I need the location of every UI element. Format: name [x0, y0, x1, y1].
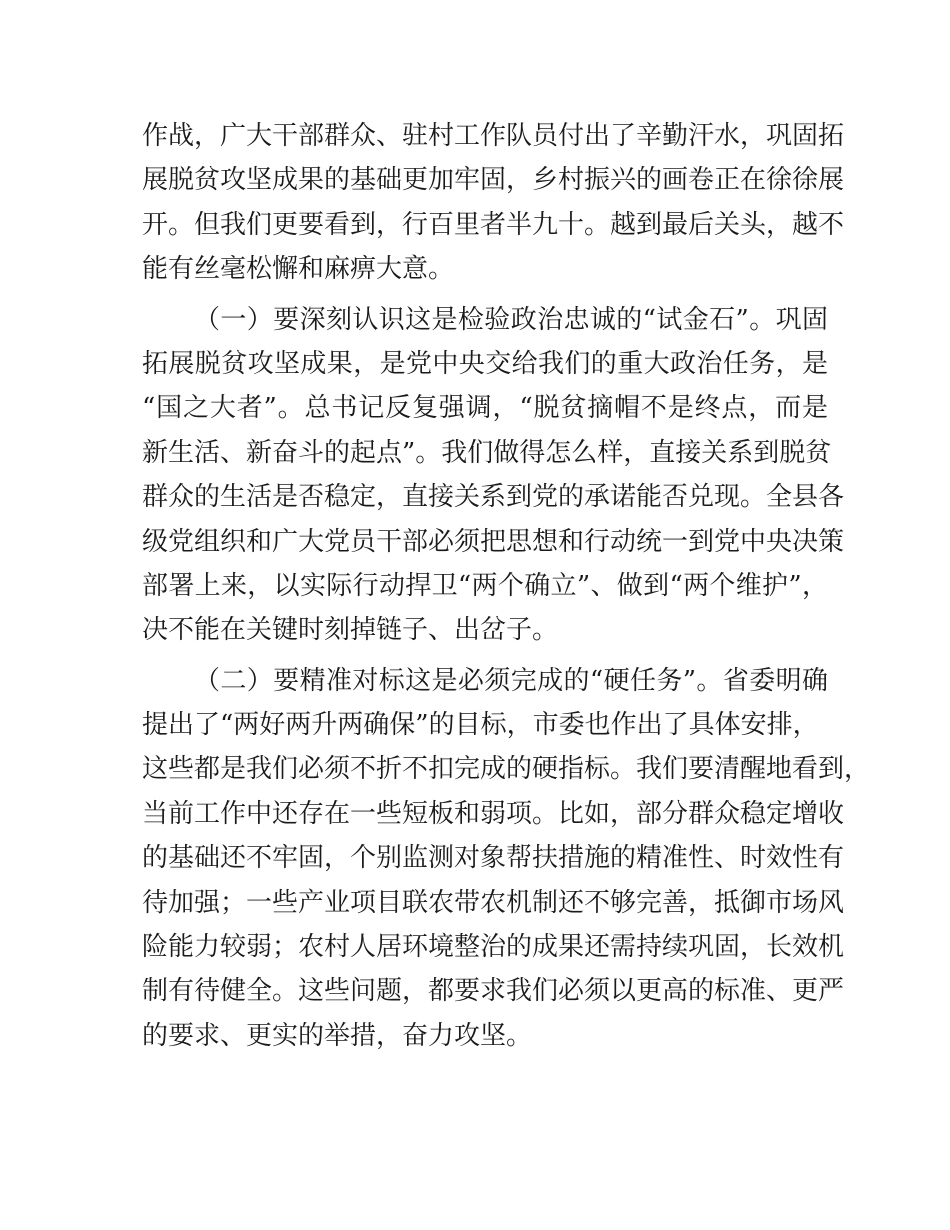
text-line: 部署上来，以实际行动捍卫“两个确立”、做到“两个维护”， [142, 570, 828, 601]
text-line: 展脱贫攻坚成果的基础更加牢固，乡村振兴的画卷正在徐徐展 [142, 165, 845, 196]
text-line: 开。但我们更要看到，行百里者半九十。越到最后关头，越不 [142, 209, 845, 240]
text-line: 新生活、新奋斗的起点”。我们做得怎么样，直接关系到脱贫 [142, 437, 832, 468]
text-line: 制有待健全。这些问题，都要求我们必须以更高的标准、更严 [142, 976, 845, 1007]
text-line: 这些都是我们必须不折不扣完成的硬指标。我们要清醒地看到， [142, 754, 871, 785]
text-line: 群众的生活是否稳定，直接关系到党的承诺能否兑现。全县各 [142, 482, 845, 513]
body-text [142, 114, 871, 1058]
text-line: 当前工作中还存在一些短板和弱项。比如，部分群众稳定增收 [142, 798, 845, 829]
text-line: 待加强；一些产业项目联农带农机制还不够完善，抵御市场风 [142, 887, 845, 918]
text-line: 拓展脱贫攻坚成果，是党中央交给我们的重大政治任务，是 [142, 348, 828, 379]
paragraph-2 [142, 298, 845, 653]
paragraph-1 [142, 114, 845, 292]
text-line: （一）要深刻认识这是检验政治忠诚的“试金石”。巩固 [194, 304, 828, 335]
text-line: 险能力较弱；农村人居环境整治的成果还需持续巩固，长效机 [142, 932, 845, 963]
text-line: 作战，广大干部群众、驻村工作队员付出了辛勤汗水，巩固拓 [142, 121, 845, 151]
paragraph-3 [142, 659, 871, 1059]
text-line: 提出了“两好两升两确保”的目标，市委也作出了具体安排， [142, 710, 819, 741]
text-line: 级党组织和广大党员干部必须把思想和行动统一到党中央决策 [142, 526, 845, 557]
text-line: 决不能在关键时刻掉链子、出岔子。 [142, 615, 559, 646]
text-line: 能有丝毫松懈和麻痹大意。 [142, 254, 455, 285]
text-line: 的基础还不牢固，个别监测对象帮扶措施的精准性、时效性有 [142, 843, 845, 874]
text-line: 的要求、更实的举措，奋力攻坚。 [142, 1020, 533, 1051]
text-line: （二）要精准对标这是必须完成的“硬任务”。省委明确 [194, 665, 828, 696]
text-line: “国之大者”。总书记反复强调，“脱贫摘帽不是终点，而是 [142, 393, 828, 424]
